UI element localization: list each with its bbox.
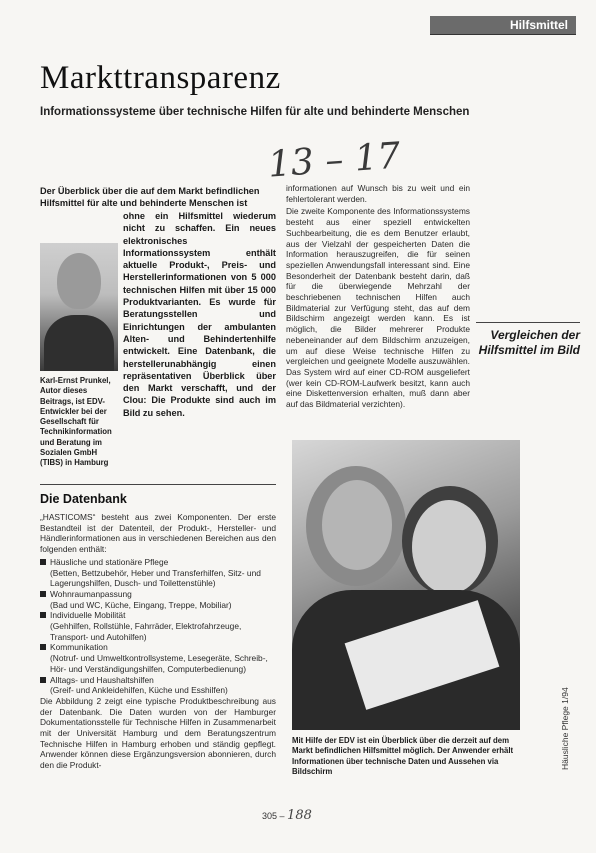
column-two	[286, 183, 470, 412]
bullet-icon	[40, 644, 46, 650]
author-photo	[40, 243, 118, 371]
list-item-title: Individuelle Mobilität	[50, 610, 126, 621]
journal-reference: Häusliche Pflege 1/94	[560, 687, 570, 770]
pull-quote: Vergleichen der Hilfsmittel im Bild	[478, 328, 580, 357]
author-caption: Karl-Ernst Prunkel, Autor dieses Beitrags, ist EDV-Entwickler bei der Gesellschaft für Technikinformation und Beratung im Sozialen GmbH (TIBS) in Hamburg	[40, 376, 112, 468]
bullet-icon	[40, 559, 46, 565]
author-photo-body	[44, 315, 114, 371]
bullet-icon	[40, 612, 46, 618]
author-photo-head	[57, 253, 101, 309]
photo-face-left	[322, 480, 392, 570]
paragraph: Die zweite Komponente des Informationssystems besteht aus einer speziell entwickelten Suchbearbeitung, die es dem Benutzer erlaubt, aus der Vielzahl der gespeicherten Daten die Information herauszugreifen, die für seinen speziellen Anwendungsfall interessant sind. Eine Besonderheit der Datenbank besteht darin, daß für die überwiegende Mehrzahl der beschriebenen technischen Hilfen auch Bildmaterial zur Verfügung steht, das auf dem Bildschirm angezeigt werden kann. Es ist möglich, die Bilder mehrerer Produkte nebeneinander auf dem Bildschirm anzuzeigen, um auf diese Weise technische Hilfen zu vergleichen und geeignete Modelle auszuwählen. Das System wird auf einer CD-ROM ausgeliefert (wer kein CD-ROM-Laufwerk besitzt, kann auch eine Diskettenversion erhalten, muß dann aber auf das Bildmaterial verzichten).	[286, 206, 470, 410]
list-item-detail: (Greif- und Ankleidehilfen, Küche und Esshilfen)	[50, 685, 228, 696]
list-item	[40, 642, 276, 674]
section-title: Die Datenbank	[40, 492, 127, 506]
intro-lead	[40, 185, 276, 210]
list-item-title: Kommunikation	[50, 642, 108, 653]
paragraph: Die Abbildung 2 zeigt eine typische Produktbeschreibung aus der Datenbank. Die Daten wurden von der Hamburger Dokumentationsstelle für Technische Hilfen in Zusammenarbeit mit der Universität Hamburg und dem Beratungszentrum Technische Hilfen in Hamburg erhoben und ständig gepflegt. Anwender können diese Ergänzungsversion abonnieren, durch den die Produkt-	[40, 695, 276, 771]
article-title: Markttransparenz	[40, 60, 281, 96]
list-item-title: Häusliche und stationäre Pflege	[50, 556, 169, 567]
bullet-icon	[40, 591, 46, 597]
list-item	[40, 557, 276, 589]
pull-quote-rule	[476, 322, 580, 323]
photo-caption: Mit Hilfe der EDV ist ein Überblick über die derzeit auf dem Markt befindlichen Hilfsmittel möglich. Der Anwender erhält Informationen über technische Daten und Aussehen via Bildschirm	[292, 736, 514, 776]
list-item	[40, 610, 276, 642]
page-number	[262, 808, 312, 823]
list-item-detail: (Betten, Bettzubehör, Heber und Transferhilfen, Sitz- und Lagerungshilfen, Dusch- und Toilettenstühle)	[50, 567, 261, 589]
intro-line: Hilfsmittel für alte und behinderte Menschen ist	[40, 198, 248, 209]
bullet-icon	[40, 677, 46, 683]
article-subtitle: Informationssysteme über technische Hilfen für alte und behinderte Menschen	[40, 106, 470, 118]
list-item-title: Alltags- und Haushaltshilfen	[50, 674, 154, 685]
list-item-detail: (Gehhilfen, Rollstühle, Fahrräder, Elektrofahrzeuge, Transport- und Autohilfen)	[50, 621, 242, 642]
list-item	[40, 589, 276, 610]
page-number-printed: 305 –	[262, 811, 285, 821]
list-item	[40, 675, 276, 696]
list-item-detail: (Bad und WC, Küche, Eingang, Treppe, Mobiliar)	[50, 599, 232, 610]
header-rule	[430, 34, 576, 35]
page-number-handwritten: 188	[287, 808, 312, 823]
list-item-detail: (Notruf- und Umweltkontrollsysteme, Lesegeräte, Schreib-, Hör- und Verständigungshilfen, Computerbedienung)	[50, 653, 268, 674]
list-item-title: Wohnraumanpassung	[50, 588, 132, 599]
paragraph: informationen auf Wunsch bis zu weit und ein fehlertolerant werden.	[286, 183, 470, 204]
photo-face-right	[412, 500, 486, 594]
section-tab: Hilfsmittel	[430, 16, 576, 34]
paragraph: „HASTICOMS“ besteht aus zwei Komponenten. Der erste Bestandteil ist der Datenteil, der Produkt-, Hersteller- und Händlerinformationen aus in verschiedenen Bereichen aus den folgenden enthält:	[40, 512, 276, 555]
section-body	[40, 512, 276, 773]
article-photo	[292, 440, 520, 730]
intro-rest: ohne ein Hilfsmittel wiederum nicht zu schaffen. Ein neues elektronisches Informationssystem enthält aktuelle Produkt-, Preis- und Herstellerinformationen von 5 000 technischen Hilfen mit über 15 000 Produktvarianten. Es wurde für Beratungsstellen und Einrichtungen der ambulanten Alten- und Behindertenhilfe entwickelt. Eine Datenbank, die herstellerunabhängig einen repräsentativen Überblick über den Markt verschafft, und der Clou: Die Produkte sind auch im Bild zu sehen.	[123, 211, 276, 418]
section-rule	[40, 484, 276, 485]
category-list	[40, 557, 276, 696]
handwritten-mark: 13 – 17	[266, 135, 402, 186]
intro-text	[123, 210, 276, 419]
intro-line: Der Überblick über die auf dem Markt befindlichen	[40, 186, 260, 196]
